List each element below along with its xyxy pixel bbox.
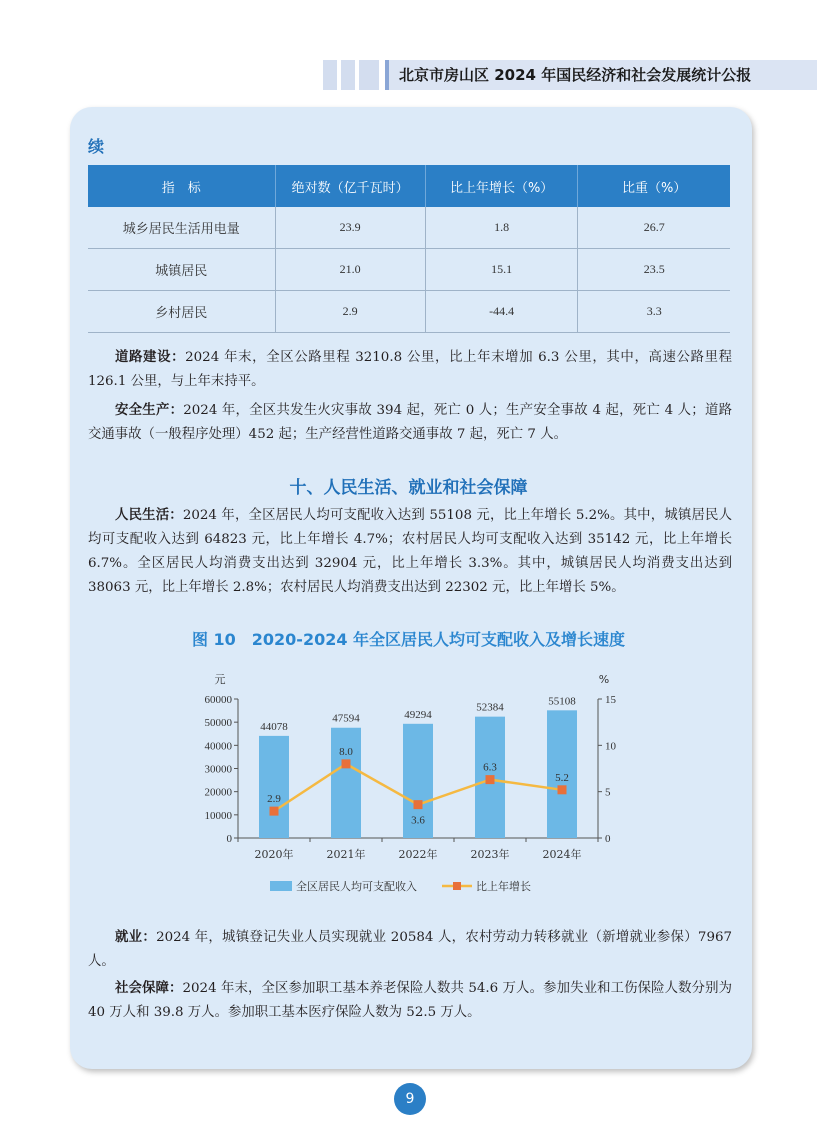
x-tick-label: 2022年 <box>398 848 438 861</box>
growth-value-label: 6.3 <box>483 761 497 774</box>
row-label: 城乡居民生活用电量 <box>88 207 275 249</box>
cell-value: 23.9 <box>275 207 425 249</box>
growth-marker <box>342 759 351 768</box>
header-deco-block <box>359 60 379 90</box>
bar-value-label: 44078 <box>260 720 288 733</box>
section-title: 十、人民生活、就业和社会保障 <box>289 478 528 498</box>
column-header: 比重（%） <box>578 165 730 207</box>
legend-bar-swatch <box>270 881 292 891</box>
social-text: 2024 年末，全区参加职工基本养老保险人数共 54.6 万人。参加失业和工伤保险人数分别为 40 万人和 39.8 万人。参加职工基本医疗保险人数为 52.5 万人。 <box>88 981 732 1020</box>
header-band <box>323 60 817 90</box>
left-tick-label: 0 <box>226 833 232 845</box>
x-tick-label: 2021年 <box>326 848 366 861</box>
left-axis-unit: 元 <box>214 673 226 686</box>
left-tick-label: 10000 <box>204 809 232 822</box>
chart-title: 图 10 2020-2024 年全区居民人均可支配收入及增长速度 <box>191 630 626 649</box>
safety-paragraph <box>88 399 732 447</box>
right-tick-label: 5 <box>605 786 611 799</box>
report-title: 北京市房山区 2024 年国民经济和社会发展统计公报 <box>385 60 817 90</box>
cell-value: 23.5 <box>578 249 730 291</box>
column-header: 绝对数（亿千瓦时） <box>275 165 425 207</box>
bar-value-label: 47594 <box>332 712 360 725</box>
cell-value: 2.9 <box>275 291 425 333</box>
right-tick-label: 15 <box>605 694 616 706</box>
table-continued-label: 续 <box>88 137 105 156</box>
page-number: 9 <box>394 1083 426 1115</box>
living-paragraph <box>88 504 732 600</box>
column-header: 比上年增长（%） <box>425 165 578 207</box>
road-label: 道路建设： <box>115 350 186 365</box>
growth-marker <box>414 800 423 809</box>
growth-value-label: 8.0 <box>339 745 353 758</box>
bar <box>259 736 289 838</box>
left-tick-label: 30000 <box>204 763 232 776</box>
legend-line-marker <box>453 882 461 890</box>
x-tick-label: 2024年 <box>542 848 582 861</box>
header-deco-block <box>341 60 355 90</box>
table-header-row <box>88 165 730 207</box>
left-tick-label: 20000 <box>204 786 232 799</box>
bar-value-label: 55108 <box>548 695 576 708</box>
employment-label: 就业： <box>115 930 157 945</box>
row-label: 乡村居民 <box>88 291 275 333</box>
right-tick-label: 0 <box>605 833 611 845</box>
living-text: 2024 年，全区居民人均可支配收入达到 55108 元，比上年增长 5.2%。其中，城镇居民人均可支配收入达到 64823 元，比上年增长 4.7%；农村居民人均可支配收入达到 35142 元，比上年增长 6.7%。全区居民人均消费支出达到 32904 元，比上年增长 3.3%。其中，城镇居民人均消费支出达到 38063 元，比上年增长 2.8%；农村居民人均消费支出达到 22302 元，比上年增长 5%。 <box>88 508 733 595</box>
road-paragraph <box>88 346 732 394</box>
left-tick-label: 40000 <box>204 740 232 753</box>
left-tick-label: 60000 <box>204 694 232 706</box>
x-tick-label: 2020年 <box>254 848 294 861</box>
right-axis-unit: % <box>598 673 610 686</box>
growth-marker <box>486 775 495 784</box>
social-label: 社会保障： <box>115 981 183 996</box>
cell-value: 21.0 <box>275 249 425 291</box>
safety-text: 2024 年，全区共发生火灾事故 394 起，死亡 0 人；生产安全事故 4 起，死亡 4 人；道路交通事故（一般程序处理）452 起；生产经营性道路交通事故 7 起，死亡 7 人。 <box>88 403 733 442</box>
header-deco-block <box>323 60 337 90</box>
employment-paragraph <box>88 926 732 974</box>
column-header: 指 标 <box>88 165 275 207</box>
safety-label: 安全生产： <box>115 403 184 418</box>
growth-value-label: 2.9 <box>267 793 281 806</box>
growth-value-label: 3.6 <box>411 814 425 827</box>
right-tick-label: 10 <box>605 740 616 753</box>
x-tick-label: 2023年 <box>470 848 510 861</box>
cell-value: 1.8 <box>425 207 578 249</box>
cell-value: 3.3 <box>578 291 730 333</box>
bar-value-label: 52384 <box>476 701 504 714</box>
row-label: 城镇居民 <box>88 249 275 291</box>
cell-value: 15.1 <box>425 249 578 291</box>
living-label: 人民生活： <box>115 508 183 523</box>
employment-text: 2024 年，城镇登记失业人员实现就业 20584 人，农村劳动力转移就业（新增就业参保）7967 人。 <box>88 930 733 969</box>
bar <box>331 728 361 838</box>
legend-bar-label: 全区居民人均可支配收入 <box>296 880 417 893</box>
income-chart <box>190 665 630 900</box>
cell-value: -44.4 <box>425 291 578 333</box>
table-row <box>88 291 730 333</box>
electricity-table <box>88 165 730 333</box>
growth-marker <box>270 807 279 816</box>
bar-value-label: 49294 <box>404 708 432 721</box>
legend-line-label: 比上年增长 <box>476 880 531 893</box>
table-row <box>88 207 730 249</box>
table-row <box>88 249 730 291</box>
growth-value-label: 5.2 <box>555 771 569 784</box>
road-text: 2024 年末，全区公路里程 3210.8 公里，比上年末增加 6.3 公里，其中，高速公路里程 126.1 公里，与上年末持平。 <box>88 350 732 389</box>
growth-marker <box>558 785 567 794</box>
left-tick-label: 50000 <box>204 717 232 730</box>
cell-value: 26.7 <box>578 207 730 249</box>
social-paragraph <box>88 977 732 1025</box>
